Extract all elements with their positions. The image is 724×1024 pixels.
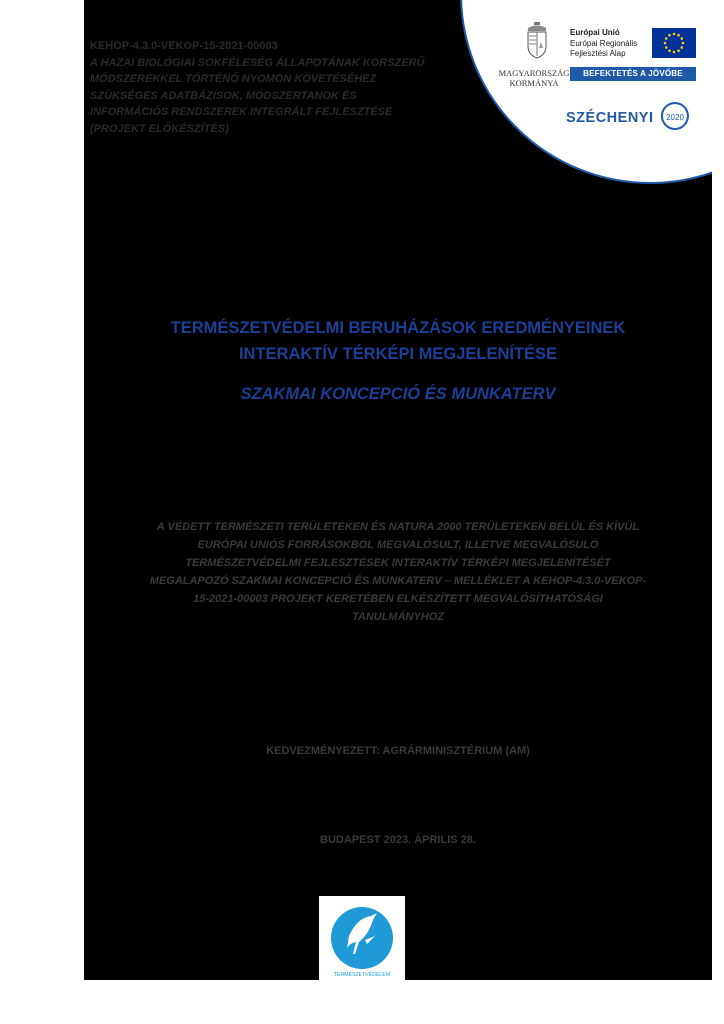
eu-logo [570, 28, 696, 62]
document-description [90, 518, 706, 626]
document-date: BUDAPEST 2023. ÁPRILIS 28. [320, 834, 476, 846]
document-title [84, 315, 712, 367]
eu-flag-icon [652, 28, 696, 58]
eu-star [668, 49, 671, 52]
project-title-line: INFORMÁCIÓS RENDSZEREK INTEGRÁLT FEJLESZTÉSE [90, 106, 393, 118]
eu-star [677, 49, 680, 52]
szechenyi-year: 2020 [666, 113, 684, 122]
description-line: TERMÉSZETVÉDELMI FEJLESZTÉSEK INTERAKTÍV TÉRKÉPI MEGJELENÍTÉSÉT [185, 557, 611, 569]
footer-logo-text: TERMÉSZETVÉDELEM [333, 972, 391, 978]
project-code: KEHOP-4.3.0-VEKOP-15-2021-00003 [90, 40, 278, 52]
eu-fund-line: Fejlesztési Alap [570, 49, 626, 58]
government-label-line: KORMÁNYA [509, 78, 559, 88]
szechenyi-logo-text: SZÉCHENYI [566, 110, 654, 126]
eu-banner: BEFEKTETÉS A JÖVŐBE [570, 67, 696, 81]
project-title-line: SZÜKSÉGES ADATBÁZISOK, MÓDSZERTANOK ÉS [90, 89, 357, 102]
eu-star [673, 51, 676, 54]
eu-star [682, 42, 685, 45]
eu-star [677, 34, 680, 37]
project-title-line: MÓDSZEREKKEL TÖRTÉNŐ NYOMON KÖVETÉSÉHEZ [90, 73, 377, 85]
szechenyi-2020-pin-icon [660, 102, 690, 132]
eu-star [680, 46, 683, 49]
project-title [90, 55, 460, 138]
eu-fund-line: Európai Regionális [570, 38, 638, 48]
document-title-line: TERMÉSZETVÉDELMI BERUHÁZÁSOK EREDMÉNYEINEK [170, 319, 626, 337]
eu-star [680, 37, 683, 40]
eu-star [664, 42, 667, 45]
description-line: TANULMÁNYHOZ [351, 611, 445, 623]
hungarian-coat-of-arms-icon [524, 22, 550, 60]
document-title-line: INTERAKTÍV TÉRKÉPI MEGJELENÍTÉSE [238, 345, 558, 363]
description-line: MEGALAPOZÓ SZAKMAI KONCEPCIÓ ÉS MUNKATERV – MELLÉKLET A KEHOP-4.3.0-VEKOP- [149, 575, 647, 587]
description-line: A VÉDETT TERMÉSZETI TERÜLETEKEN ÉS NATURA 2000 TERÜLETEKEN BELÜL ÉS KÍVÜL [156, 521, 640, 533]
eu-star [665, 37, 668, 40]
eu-star [673, 33, 676, 36]
cover-page [84, 0, 712, 980]
eu-star [665, 46, 668, 49]
project-title-line: A HAZAI BIOLÓGIAI SOKFÉLESÉG ÁLLAPOTÁNAK KORSZERŰ [90, 56, 425, 69]
government-label-line: MAGYARORSZÁG [498, 68, 570, 78]
eu-fund-text [570, 28, 646, 60]
project-title-line: (PROJEKT ELŐKÉSZÍTÉS) [90, 122, 229, 135]
eu-name: Európai Unió [570, 28, 620, 37]
government-label [494, 68, 574, 88]
beneficiary: KEDVEZMÉNYEZETT: AGRÁRMINISZTÉRIUM (AM) [266, 745, 530, 757]
nature-conservation-stork-logo [319, 896, 405, 980]
description-line: EURÓPAI UNIÓS FORRÁSOKBÓL MEGVALÓSULT, ILLETVE MEGVALÓSULÓ [197, 539, 599, 551]
description-line: 15-2021-00003 PROJEKT KERETÉBEN ELKÉSZÍTETT MEGVALÓSÍTHATÓSÁGI [193, 593, 603, 605]
eu-star [668, 34, 671, 37]
document-subtitle: SZAKMAI KONCEPCIÓ ÉS MUNKATERV [240, 385, 556, 403]
project-info [90, 38, 460, 137]
